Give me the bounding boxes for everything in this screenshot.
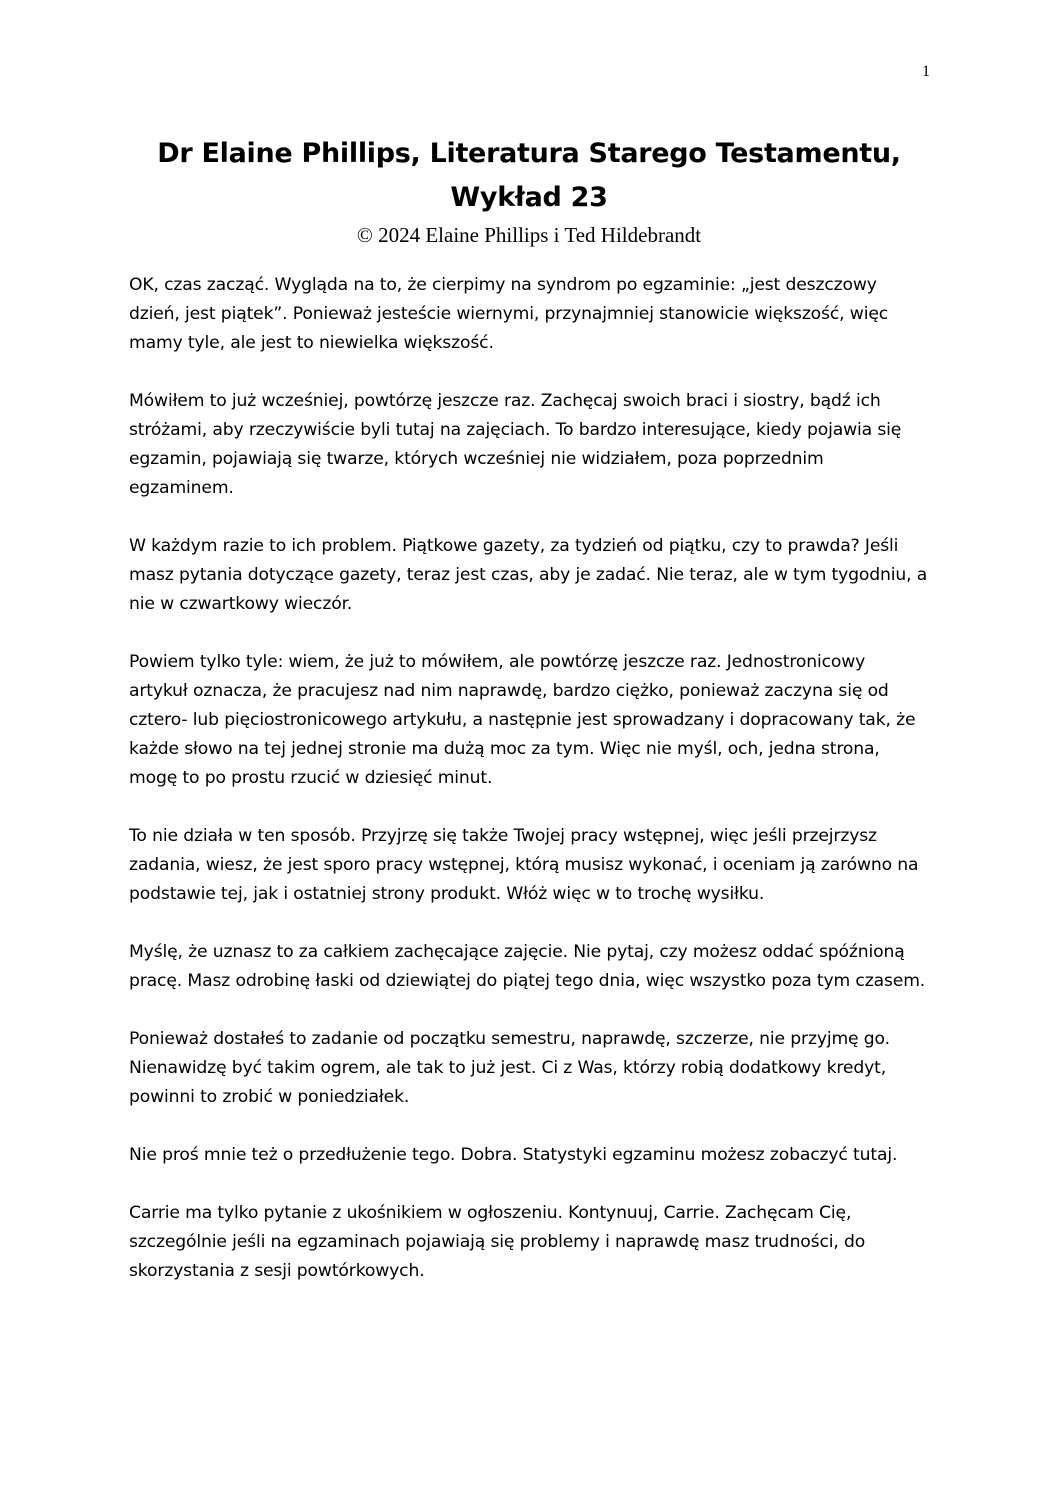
page-number: 1 <box>922 63 930 80</box>
paragraph: Myślę, że uznasz to za całkiem zachęcające zajęcie. Nie pytaj, czy możesz oddać spóźnioną pracę. Masz odrobinę łaski od dziewiątej do piątej tego dnia, więc wszystko poza tym czasem. <box>129 942 926 991</box>
document-title <box>100 132 958 220</box>
title-line-2: Wykład 23 <box>450 182 608 213</box>
copyright-line: © 2024 Elaine Phillips i Ted Hildebrandt <box>356 223 702 247</box>
title-line-1: Dr Elaine Phillips, Literatura Starego Testamentu, <box>157 138 901 169</box>
paragraph: OK, czas zacząć. Wygląda na to, że cierpimy na syndrom po egzaminie: „jest deszczowy dzień, jest piątek”. Ponieważ jesteście wiernymi, przynajmniej stanowicie większość, więc mamy tyle, ale jest to niewielka większość. <box>129 275 889 353</box>
transcript-body <box>129 271 929 1315</box>
paragraph: W każdym razie to ich problem. Piątkowe gazety, za tydzień od piątku, czy to prawda? Jeśli masz pytania dotyczące gazety, teraz jest czas, aby je zadać. Nie teraz, ale w tym tygodniu, a nie w czwartkowy wieczór. <box>129 536 928 614</box>
paragraph: Powiem tylko tyle: wiem, że już to mówiłem, ale powtórzę jeszcze raz. Jednostronicowy artykuł oznacza, że pracujesz nad nim naprawdę, bardzo ciężko, ponieważ zaczyna się od cztero- lub pięciostronicowego artykułu, a następnie jest sprowadzany i dopracowany tak, że każde słowo na tej jednej stronie ma dużą moc za tym. Więc nie myśl, och, jedna strona, mogę to po prostu rzucić w dziesięć minut. <box>129 652 916 788</box>
paragraph: Nie proś mnie też o przedłużenie tego. Dobra. Statystyki egzaminu możesz zobaczyć tutaj. <box>129 1145 898 1165</box>
paragraph: Ponieważ dostałeś to zadanie od początku semestru, naprawdę, szczerze, nie przyjmę go. Nienawidzę być takim ogrem, ale tak to już jest. Ci z Was, którzy robią dodatkowy kredyt, powinni to zrobić w poniedziałek. <box>129 1029 890 1107</box>
paragraph: Carrie ma tylko pytanie z ukośnikiem w ogłoszeniu. Kontynuuj, Carrie. Zachęcam Cię, szczególnie jeśli na egzaminach pojawiają się problemy i naprawdę masz trudności, do skorzystania z sesji powtórkowych. <box>129 1203 866 1281</box>
paragraph: To nie działa w ten sposób. Przyjrzę się także Twojej pracy wstępnej, więc jeśli przejrzysz zadania, wiesz, że jest sporo pracy wstępnej, którą musisz wykonać, i oceniam ją zarówno na podstawie tej, jak i ostatniej strony produkt. Włóż więc w to trochę wysiłku. <box>129 826 919 904</box>
paragraph: Mówiłem to już wcześniej, powtórzę jeszcze raz. Zachęcaj swoich braci i siostry, bądź ich stróżami, aby rzeczywiście byli tutaj na zajęciach. To bardzo interesujące, kiedy pojawia się egzamin, pojawiają się twarze, których wcześniej nie widziałem, poza poprzednim egzaminem. <box>129 391 902 498</box>
